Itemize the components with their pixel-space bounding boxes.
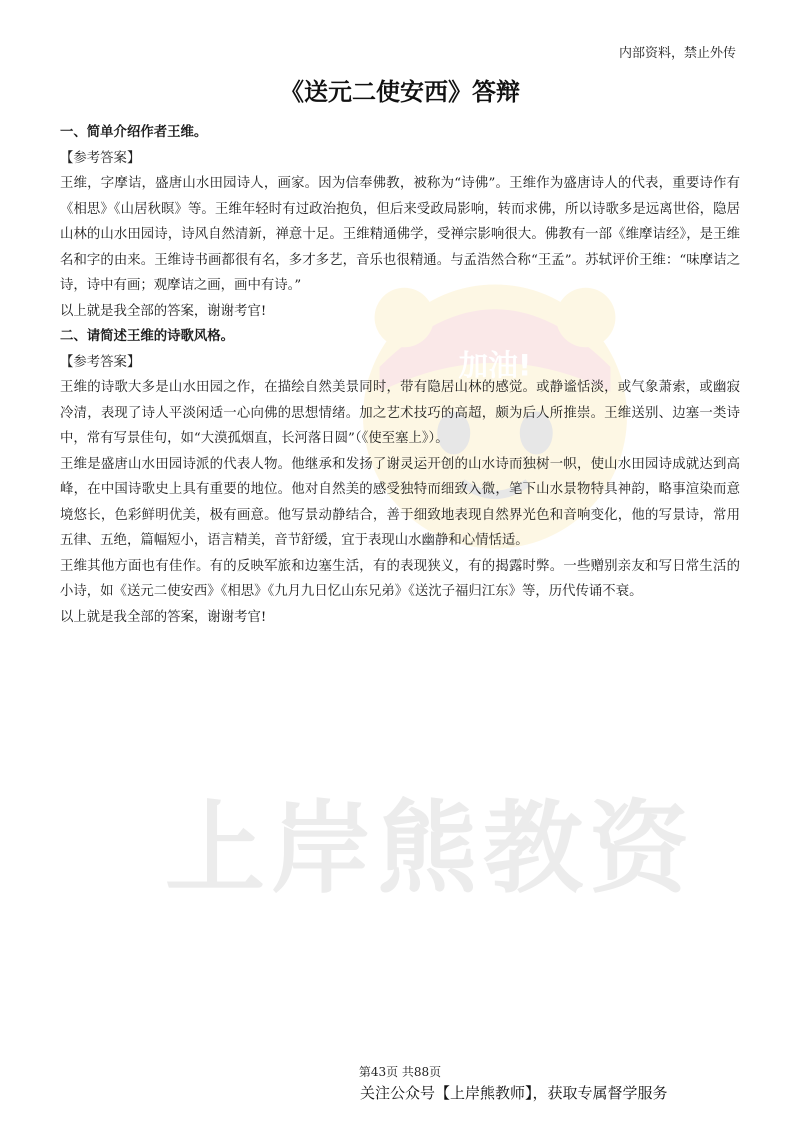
section-2-paragraph: 王维是盛唐山水田园诗派的代表人物。他继承和发扬了谢灵运开创的山水诗而独树一帜，使山水田园诗成就达到高峰，在中国诗歌史上具有重要的地位。他对自然美的感受独特而细致入微，笔下山水景物特具神韵，略事渲染而意境悠长，色彩鲜明优美，极有画意。他写景动静结合，善于细致地表现自然界光色和音响变化，他的写景诗，常用五律、五绝，篇幅短小，语言精美，音节舒缓，宜于表现山水幽静和心情恬适。 xyxy=(60,456,740,548)
watermark-badge-text: 加油! xyxy=(458,348,532,384)
section-1-closing: 以上就是我全部的答案，谢谢考官! xyxy=(60,303,267,319)
page-title: 《送元二使安西》答辩 xyxy=(280,78,520,106)
section-1-answer-tag: 【参考答案】 xyxy=(60,150,141,166)
page-number: 第43页 共88页 xyxy=(358,1065,442,1079)
watermark-text: 上岸熊教资 xyxy=(165,790,695,907)
section-2-answer-tag: 【参考答案】 xyxy=(60,354,141,370)
section-2-paragraph: 王维其他方面也有佳作。有的反映军旅和边塞生活，有的表现狭义，有的揭露时弊。一些赠别亲友和写日常生活的小诗，如《送元二使安西》《相思》《九月九日忆山东兄弟》《送沈子福归江东》等，历代传诵不衰。 xyxy=(60,558,740,599)
section-2-heading: 二、请简述王维的诗歌风格。 xyxy=(60,329,235,344)
document-body xyxy=(60,120,740,630)
section-1-heading: 一、简单介绍作者王维。 xyxy=(60,125,208,140)
footer-promo: 关注公众号【上岸熊教师】，获取专属督学服务 xyxy=(360,1084,668,1102)
section-1-paragraph: 王维，字摩诘，盛唐山水田园诗人，画家。因为信奉佛教，被称为“诗佛”。王维作为盛唐诗人的代表，重要诗作有《相思》《山居秋暝》等。王维年轻时有过政治抱负，但后来受政局影响，转而求佛，所以诗歌多是远离世俗，隐居山林的山水田园诗，诗风自然清新，禅意十足。王维精通佛学，受禅宗影响很大。佛教有一部《维摩诘经》，是王维名和字的由来。王维诗书画都很有名，多才多艺，音乐也很精通。与孟浩然合称“王孟”。苏轼评价王维：“味摩诘之诗，诗中有画；观摩诘之画，画中有诗。” xyxy=(60,176,740,293)
section-2-closing: 以上就是我全部的答案，谢谢考官! xyxy=(60,609,267,625)
confidential-notice: 内部资料，禁止外传 xyxy=(618,46,736,61)
section-2-paragraph: 王维的诗歌大多是山水田园之作，在描绘自然美景同时，带有隐居山林的感觉。或静谧恬淡，或气象萧索，或幽寂冷清，表现了诗人平淡闲适一心向佛的思想情绪。加之艺术技巧的高超，颇为后人所推崇。王维送别、边塞一类诗中，常有写景佳句，如“大漠孤烟直，长河落日圆”（《使至塞上》）。 xyxy=(60,380,740,446)
